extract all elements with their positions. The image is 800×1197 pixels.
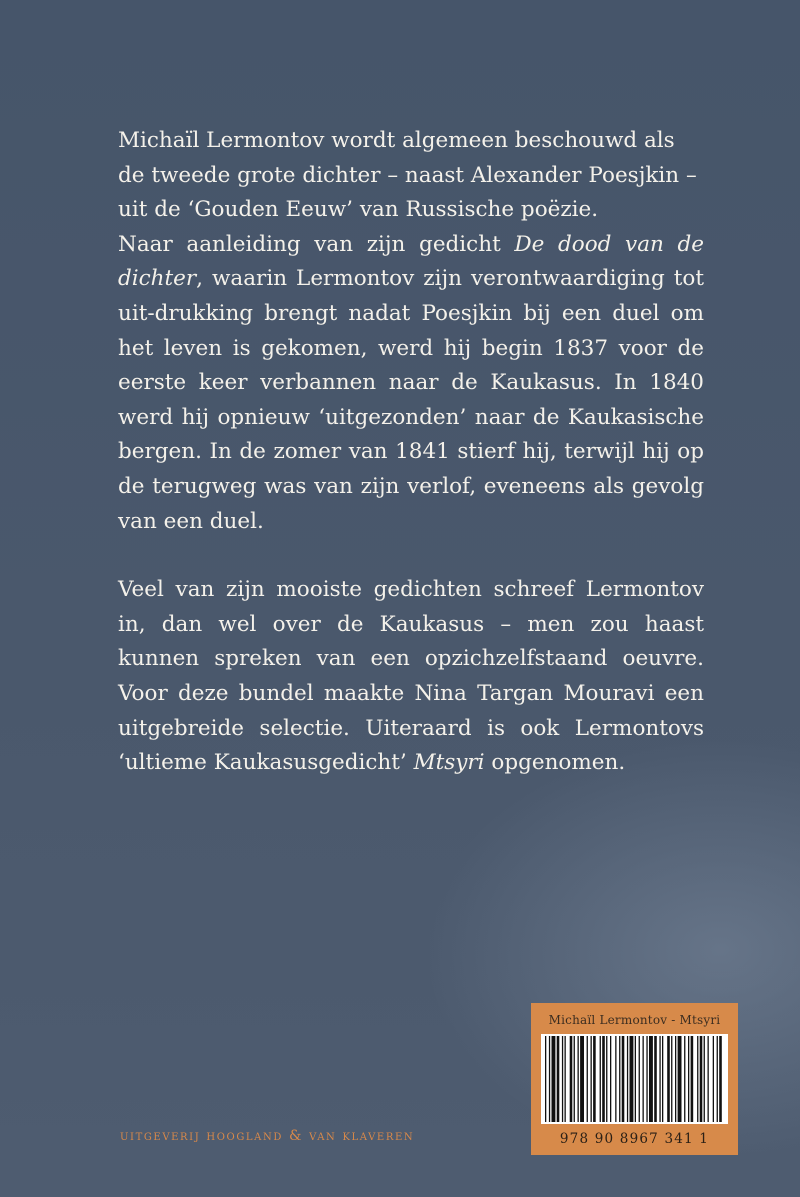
blurb-line: Michaïl Lermontov wordt algemeen beschouwd als — [118, 128, 675, 153]
blurb-text: Veel van zijn mooiste gedichten schreef Lermontov in, dan wel over de Kaukasus – men zou haast kunnen spreken van een opzichzelfstaand oeuvre. Voor deze bundel maakte Nina Targan Mouravi een uitgebreide selectie. Uiteraard is ook Lermontovs ‘ultieme Kaukasusgedicht’ — [118, 577, 704, 776]
poem-title: Mtsyri — [413, 750, 485, 776]
publisher-name: uitgeverij hoogland & van klaveren — [120, 1128, 415, 1144]
isbn-number: 978 90 8967 341 1 — [559, 1131, 710, 1147]
poem-title: De dood van de dichter — [118, 231, 704, 292]
blurb-text: , waarin Lermontov zijn verontwaardiging tot uit-drukking brengt nadat Poesjkin bij een duel om het leven is gekomen, werd hij begin 1837 voor de eerste keer verbannen naar de Kaukasus. In 1840 werd hij opnieuw ‘uitgezonden’ naar de Kaukasische bergen. In de zomer van 1841 stierf hij, terwijl hij op de terugweg was van zijn verlof, eveneens als gevolg van een duel. — [118, 266, 704, 534]
blurb-text: opgenomen. — [484, 750, 626, 776]
back-cover-blurb — [118, 124, 704, 781]
blurb-paragraph-3 — [118, 573, 704, 781]
barcode-label — [531, 1003, 738, 1155]
blurb-line: uit de ‘Gouden Eeuw’ van Russische poëzie. — [118, 197, 599, 223]
blurb-text: Naar aanleiding van zijn gedicht — [118, 231, 515, 257]
blurb-paragraph-1 — [118, 124, 704, 228]
blurb-paragraph-2 — [118, 228, 704, 539]
blurb-line: de tweede grote dichter – naast Alexander Poesjkin – — [118, 162, 697, 188]
barcode-icon — [541, 1034, 728, 1124]
barcode-caption: Michaïl Lermontov - Mtsyri — [548, 1013, 721, 1027]
